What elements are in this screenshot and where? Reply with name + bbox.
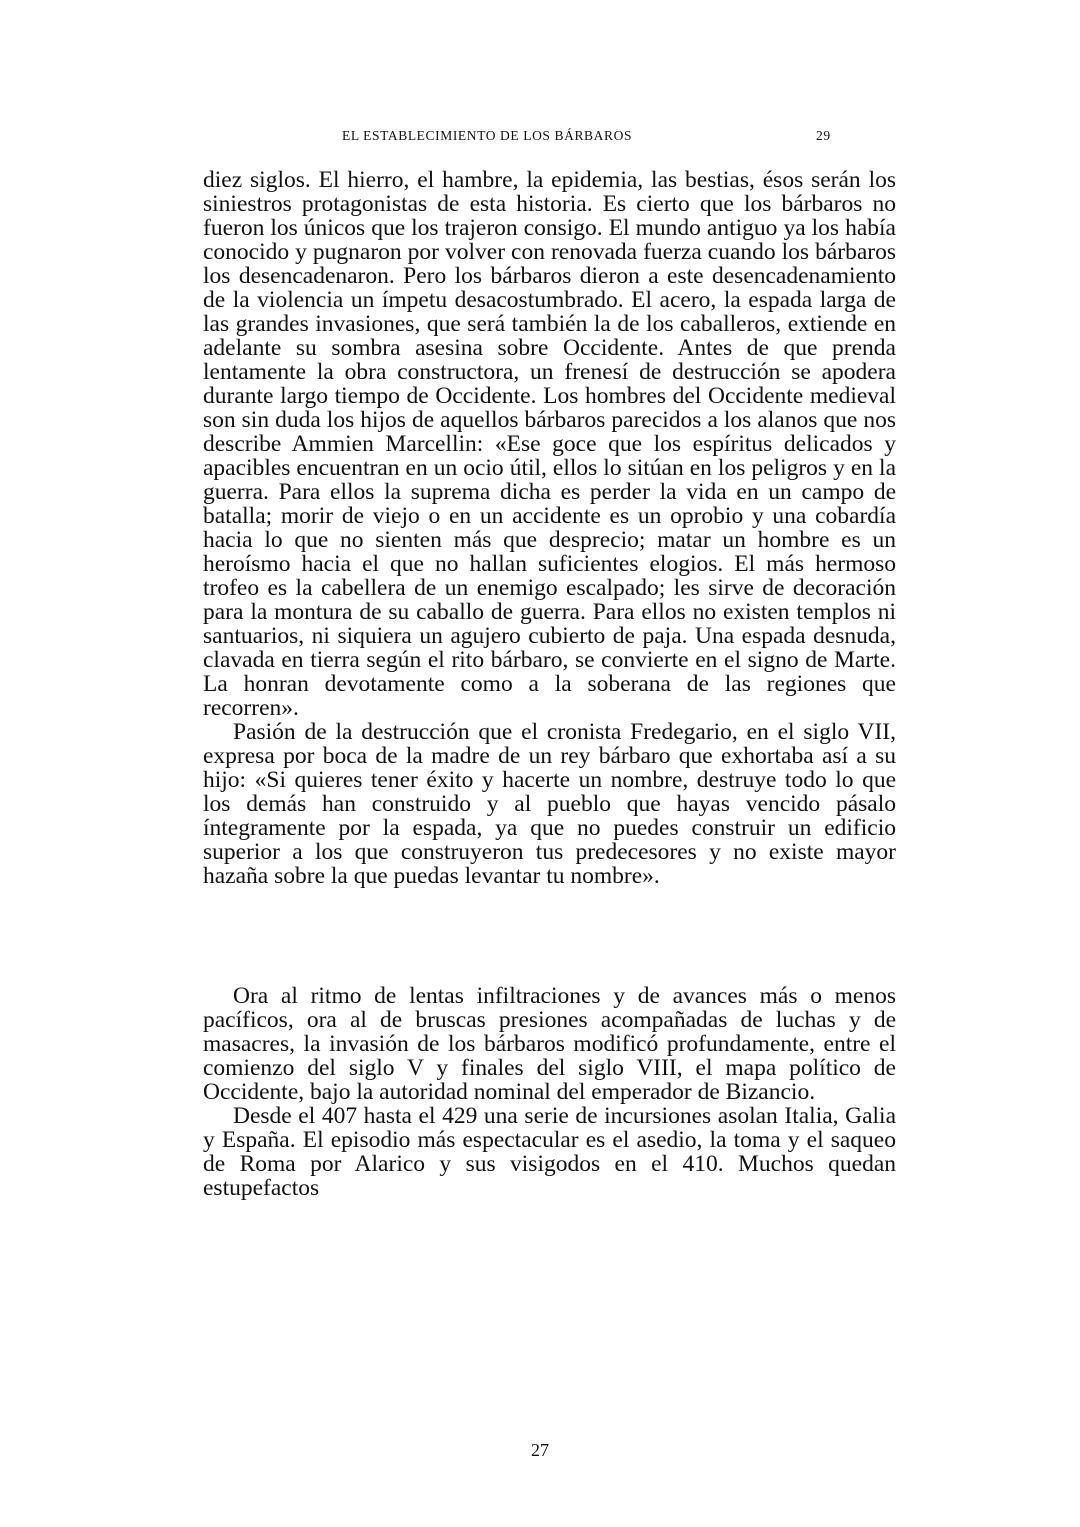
paragraph: Ora al ritmo de lentas infiltraciones y de avances más o menos pacíficos, ora al de bruscas presiones acompañadas de luchas y de masacres, la invasión de los bárbaros modificó profundamente, entre el comienzo del siglo V y finales del siglo VIII, el mapa político de Occidente, bajo la autoridad nominal del emperador de Bizancio. (203, 983, 896, 1105)
paragraph: Desde el 407 hasta el 429 una serie de incursiones asolan Italia, Galia y España. El episodio más espectacular es el asedio, la toma y el saqueo de Roma por Alarico y sus visigodos en el 410. Muchos quedan estupefactos (203, 1103, 896, 1201)
paragraph: Pasión de la destrucción que el cronista Fredegario, en el siglo VII, expresa por boca de la madre de un rey bárbaro que exhortaba así a su hijo: «Si quieres tener éxito y hacerte un nombre, destruye todo lo que los demás han construido y al pueblo que hayas vencido pásalo íntegramente por la espada, ya que no puedes construir un edificio superior a los que construyeron tus predecesores y no existe mayor hazaña sobre la que puedas levantar tu nombre». (203, 719, 896, 889)
running-title: EL ESTABLECIMIENTO DE LOS BÁRBAROS (342, 128, 633, 143)
book-page-number: 29 (816, 128, 831, 143)
paragraph-continuation: diez siglos. El hierro, el hambre, la epidemia, las bestias, ésos serán los siniestros protagonistas de esta historia. Es cierto que los bárbaros no fueron los únicos que los trajeron consigo. El mundo antiguo ya los había conocido y pugnaron por volver con renovada fuerza cuando los bárbaros los desencadenaron. Pero los bárbaros dieron a este desencadenamiento de la violencia un ímpetu desacostumbrado. El acero, la espada larga de las grandes invasiones, que será también la de los caballeros, extiende en adelante su sombra asesina sobre Occidente. Antes de que prenda lentamente la obra constructora, un frenesí de destrucción se apodera durante largo tiempo de Occidente. Los hombres del Occidente medieval son sin duda los hijos de aquellos bárbaros parecidos a los alanos que nos describe Ammien Marcellin: «Ese goce que los espíritus delicados y apacibles encuentran en un ocio útil, ellos lo sitúan en los peligros y en la guerra. Para ellos la suprema dicha es perder la vida en un campo de batalla; morir de viejo o en un accidente es un oprobio y una cobardía hacia lo que no sienten más que desprecio; matar un hombre es un heroísmo hacia el que no hallan suficientes elogios. El más hermoso trofeo es la cabellera de un enemigo escalpado; les sirve de decoración para la montura de su caballo de guerra. Para ellos no existen templos ni santuarios, ni siquiera un agujero cubierto de paja. Una espada desnuda, clavada en tierra según el rito bárbaro, se convierte en el signo de Marte. La honran devotamente como a la soberana de las regiones que recorren». (203, 167, 896, 721)
text-section-1 (203, 168, 896, 888)
running-header (0, 128, 1080, 148)
text-section-2 (203, 984, 896, 1200)
page-number: 27 (531, 1440, 549, 1460)
